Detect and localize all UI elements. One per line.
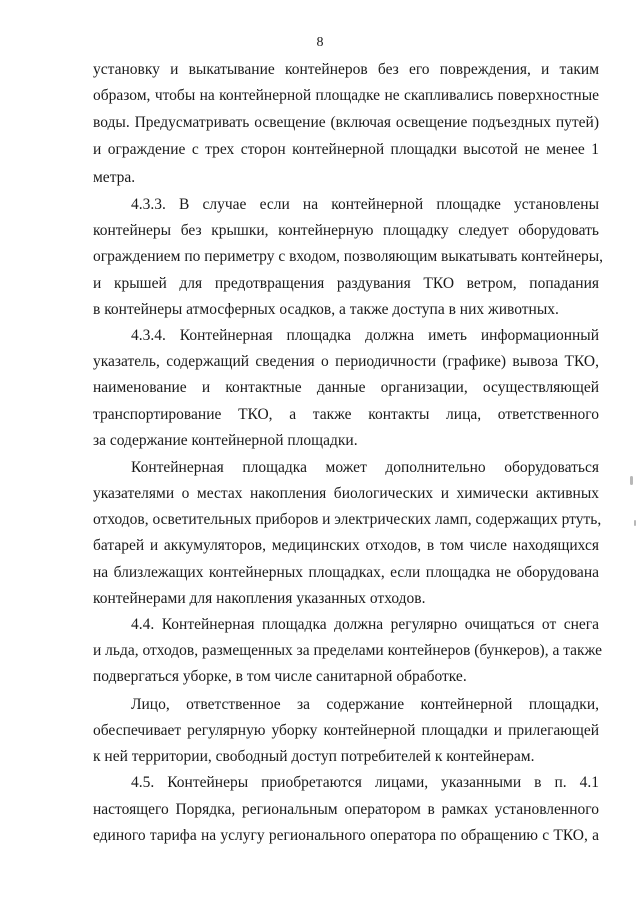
- scan-mark: [630, 476, 633, 485]
- text-line: подвергаться уборке, в том числе санитарной обработке.: [93, 668, 467, 685]
- text-line: и ограждение с трех сторон контейнерной площадки высотой не менее 1: [93, 141, 599, 158]
- text-line: 4.3.3. В случае если на контейнерной площадке установлены: [131, 196, 599, 213]
- text-line: за содержание контейнерной площадки.: [93, 432, 358, 449]
- text-line: транспортирование ТКО, а также контакты лица, ответственного: [93, 406, 599, 423]
- text-line: указателями о местах накопления биологических и химически активных: [93, 485, 599, 502]
- page-number: 8: [316, 35, 324, 50]
- scan-mark: [634, 520, 636, 526]
- text-line: батарей и аккумуляторов, медицинских отходов, в том числе находящихся: [93, 537, 599, 554]
- text-line: наименование и контактные данные организации, осуществляющей: [93, 379, 599, 396]
- text-line: отходов, осветительных приборов и электрических ламп, содержащих ртуть,: [93, 511, 602, 528]
- text-line: к ней территории, свободный доступ потребителей к контейнерам.: [93, 748, 535, 765]
- text-line: 4.4. Контейнерная площадка должна регулярно очищаться от снега: [131, 616, 599, 633]
- text-line: и льда, отходов, размещенных за пределами контейнеров (бункеров), а также: [93, 642, 602, 659]
- text-line: образом, чтобы на контейнерной площадке не скапливались поверхностные: [93, 87, 599, 104]
- text-line: ограждением по периметру с входом, позволяющим выкатывать контейнеры,: [93, 248, 604, 265]
- text-line: и крышей для предотвращения раздувания ТКО ветром, попадания: [93, 275, 599, 292]
- text-line: 4.3.4. Контейнерная площадка должна иметь информационный: [131, 327, 599, 344]
- text-line: Контейнерная площадка может дополнительно оборудоваться: [131, 459, 599, 476]
- text-line: в контейнеры атмосферных осадков, а также доступа в них животных.: [93, 301, 559, 318]
- text-line: воды. Предусматривать освещение (включая освещение подъездных путей): [93, 114, 599, 131]
- text-line: метра.: [93, 169, 136, 186]
- text-line: Лицо, ответственное за содержание контейнерной площадки,: [131, 696, 599, 713]
- text-line: на близлежащих контейнерных площадках, если площадка не оборудована: [93, 564, 599, 581]
- text-line: настоящего Порядка, региональным оператором в рамках установленного: [93, 801, 599, 818]
- text-line: контейнерами для накопления указанных отходов.: [93, 590, 426, 607]
- text-line: единого тарифа на услугу регионального оператора по обращению с ТКО, а: [93, 827, 599, 844]
- text-line: обеспечивает регулярную уборку контейнерной площадки и прилегающей: [93, 722, 599, 739]
- text-line: установку и выкатывание контейнеров без его повреждения, и таким: [93, 61, 599, 78]
- text-line: указатель, содержащий сведения о периодичности (графике) вывоза ТКО,: [93, 353, 599, 370]
- text-line: 4.5. Контейнеры приобретаются лицами, указанными в п. 4.1: [131, 774, 599, 791]
- text-line: контейнеры без крышки, контейнерную площадку следует оборудовать: [93, 222, 599, 239]
